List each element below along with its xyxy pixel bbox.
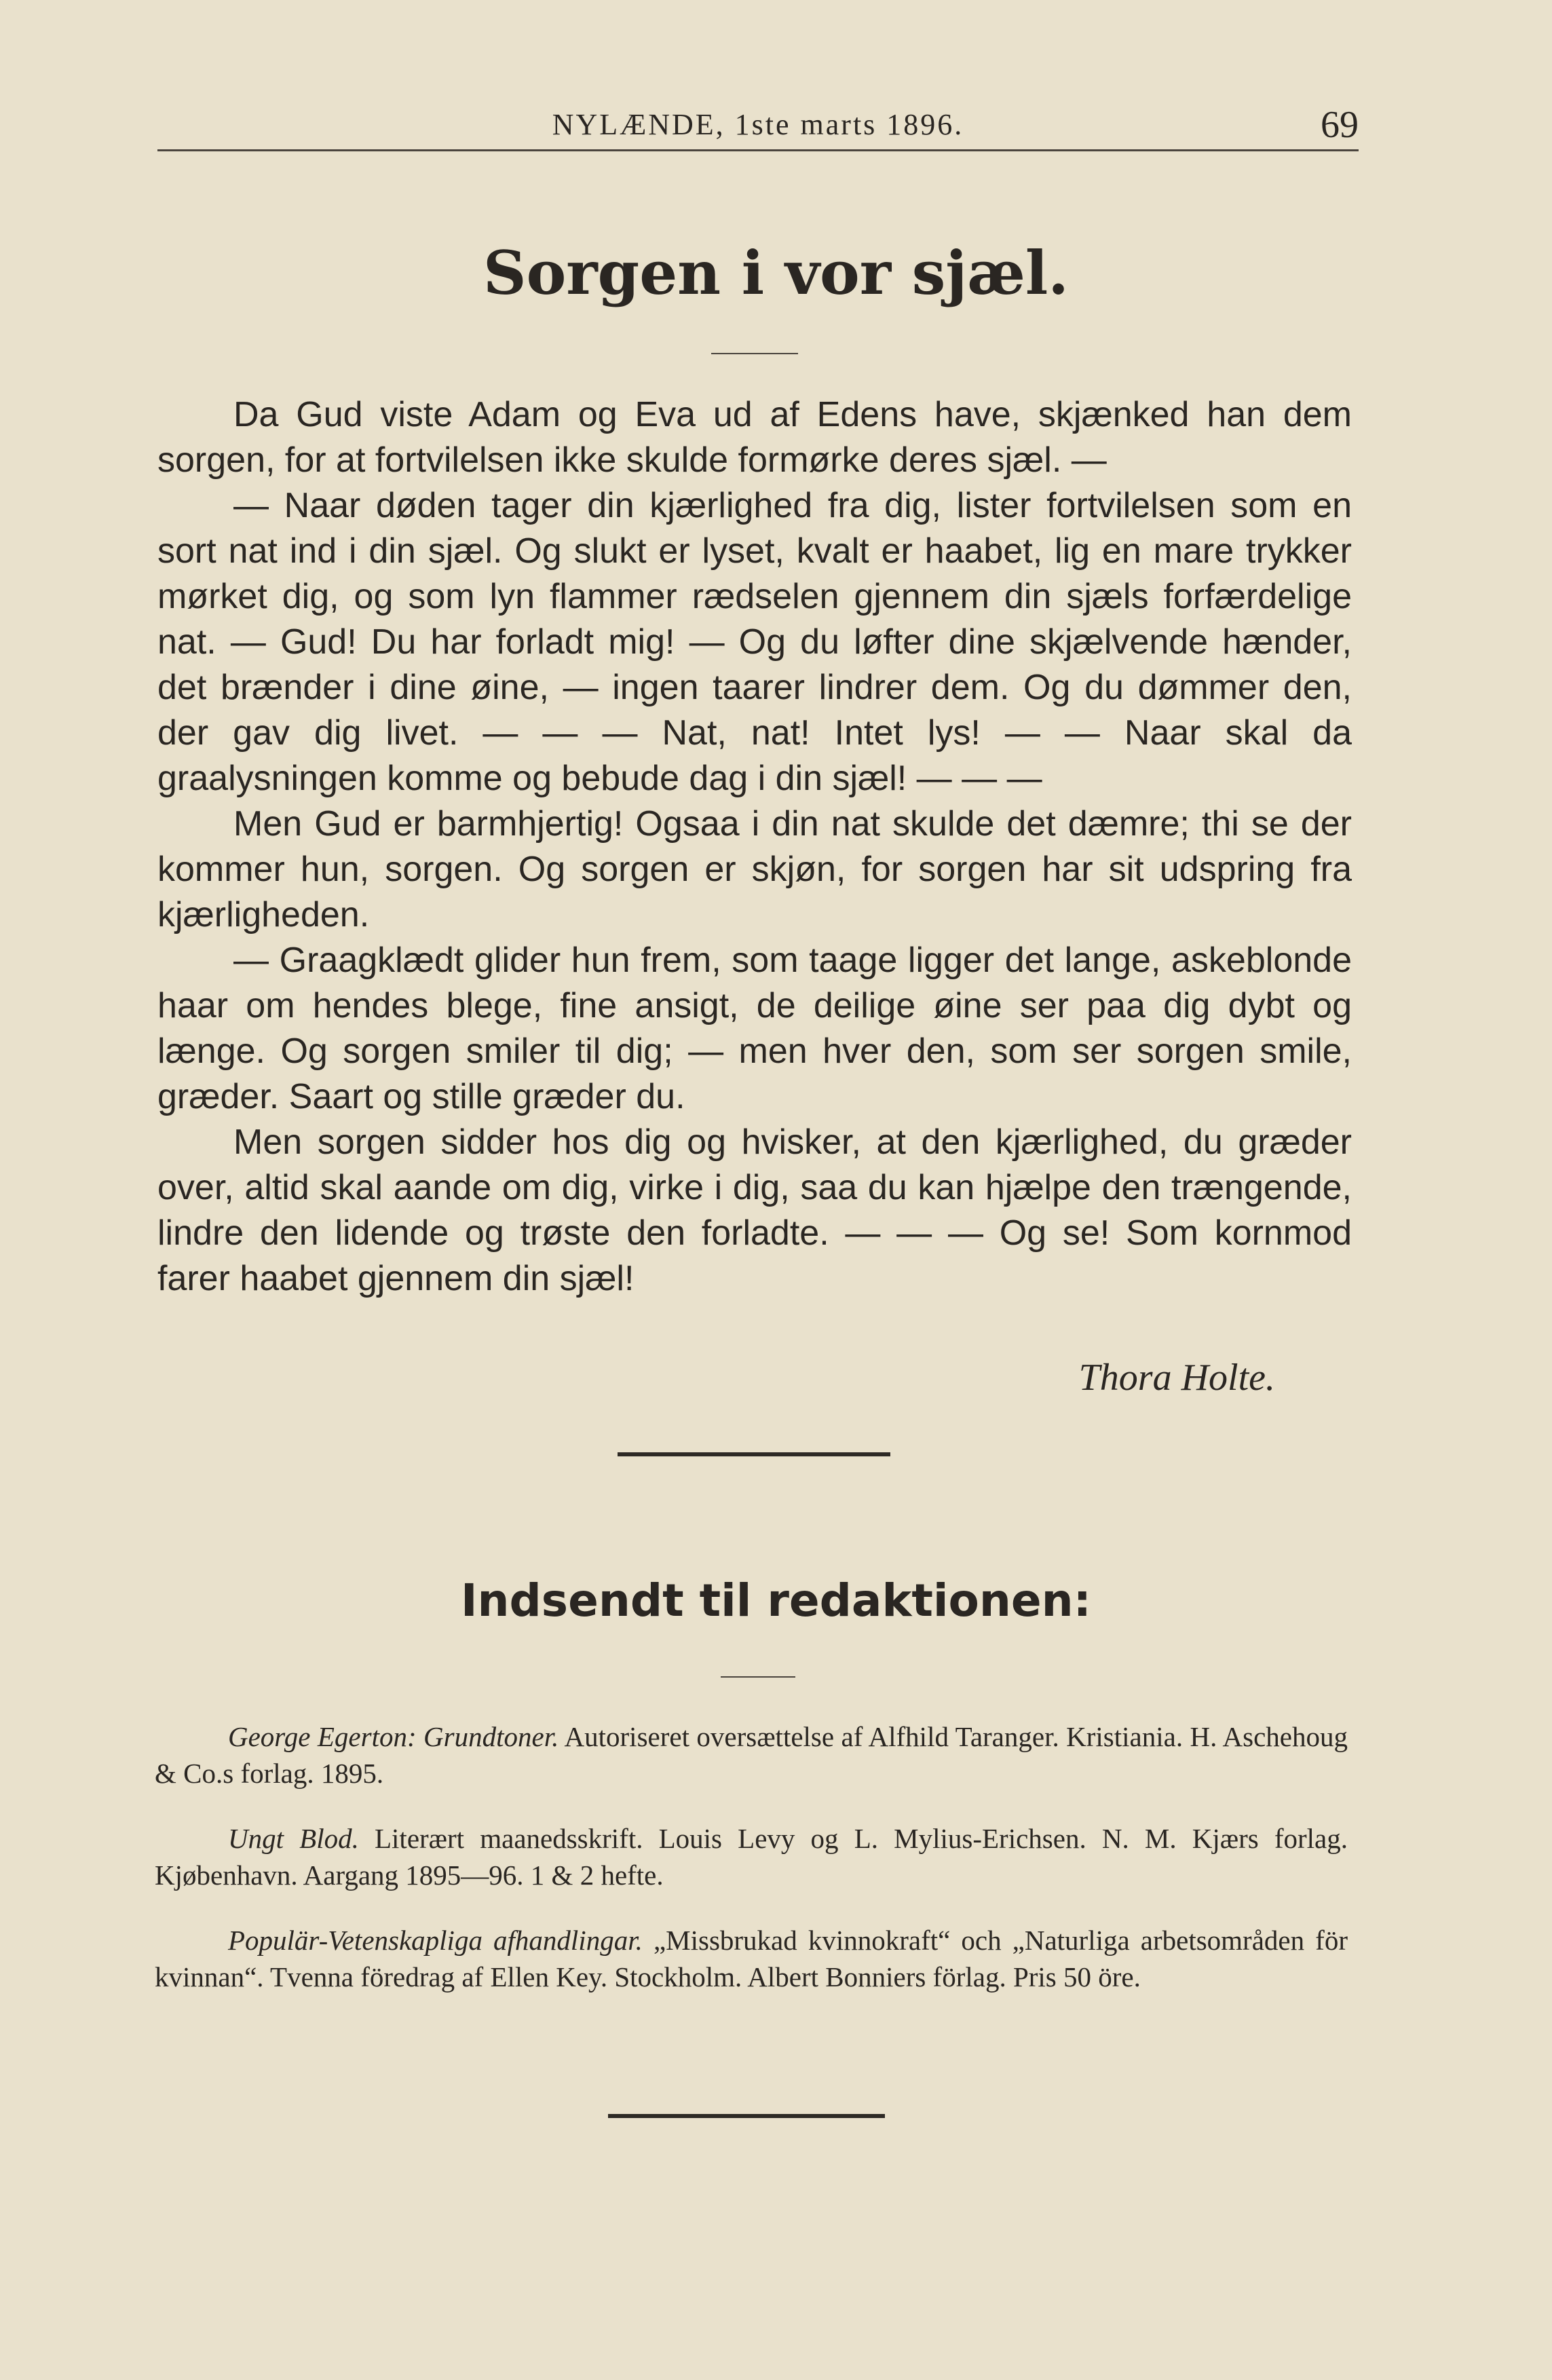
submissions-list <box>155 1718 1348 2024</box>
page-number: 69 <box>1321 104 1359 146</box>
submissions-heading: Indsendt til redaktionen: <box>461 1574 1091 1627</box>
essay-body <box>157 392 1352 1302</box>
essay-paragraph: — Graagklædt glider hun frem, som taage ligger det lange, askeblonde haar om hendes blege, fine ansigt, de deilige øine ser paa dig dybt og længe. Og sorgen smiler til dig; — men hver den, som ser sorgen smile, græder. Saart og stille græder du. <box>157 941 1352 1116</box>
section-divider <box>618 1452 890 1456</box>
entry-text: Literært maanedsskrift. Louis Levy og L. Mylius-Erichsen. N. M. Kjærs forlag. Kjøbenhavn. Aargang 1895—96. 1 & 2 hefte. <box>155 1823 1348 1891</box>
running-title: NYLÆNDE, 1ste marts 1896. <box>552 108 964 141</box>
entry-title: George Egerton: Grundtoner. <box>228 1721 559 1752</box>
entry-title: Ungt Blod. <box>228 1823 359 1854</box>
essay-title: Sorgen i vor sjæl. <box>483 238 1069 308</box>
running-header <box>157 102 1359 151</box>
bottom-divider <box>608 2114 885 2118</box>
entry-text: Autoriseret oversættelse af Alfhild Taranger. Kristiania. H. Aschehoug & Co.s forlag. 1895. <box>155 1721 1348 1789</box>
list-item <box>155 1922 1348 1995</box>
essay-paragraph: — Naar døden tager din kjærlighed fra dig, lister fortvilelsen som en sort nat ind i din sjæl. Og slukt er lyset, kvalt er haabet, lig en mare trykker mørket dig, og som lyn flammer rædselen gjennem din sjæls forfærdelige nat. — Gud! Du har forladt mig! — Og du løfter dine skjælvende hænder, det brænder i dine øine, — ingen taarer lindrer dem. Og du dømmer den, der gav dig livet. — — — Nat, nat! Intet lys! — — Naar skal da graalysningen komme og bebude dag i din sjæl! — — — <box>157 486 1352 798</box>
list-item <box>155 1718 1348 1792</box>
author-signature: Thora Holte. <box>1078 1357 1275 1399</box>
entry-title: Populär-Vetenskapliga afhandlingar. <box>228 1925 643 1956</box>
submissions-divider <box>721 1676 795 1678</box>
essay-paragraph: Men sorgen sidder hos dig og hvisker, at den kjærlighed, du græder over, altid skal aande om dig, virke i dig, saa du kan hjælpe den trængende, lindre den lidende og trøste den forladte. — — — Og se! Som kornmod farer haabet gjennem din sjæl! <box>157 1122 1352 1298</box>
entry-text: „Missbrukad kvinnokraft“ och „Naturliga arbetsområden för kvinnan“. Tvenna föredrag af Ellen Key. Stockholm. Albert Bonniers förlag. Pris 50 öre. <box>155 1925 1348 1992</box>
title-divider <box>711 353 798 354</box>
essay-paragraph: Men Gud er barmhjertig! Ogsaa i din nat skulde det dæmre; thi se der kommer hun, sorgen. Og sorgen er skjøn, for sorgen har sit udspring fra kjærligheden. <box>157 804 1352 934</box>
essay-paragraph: Da Gud viste Adam og Eva ud af Edens have, skjænked han dem sorgen, for at fortvilelsen ikke skulde formørke deres sjæl. — <box>157 395 1352 480</box>
list-item <box>155 1820 1348 1893</box>
